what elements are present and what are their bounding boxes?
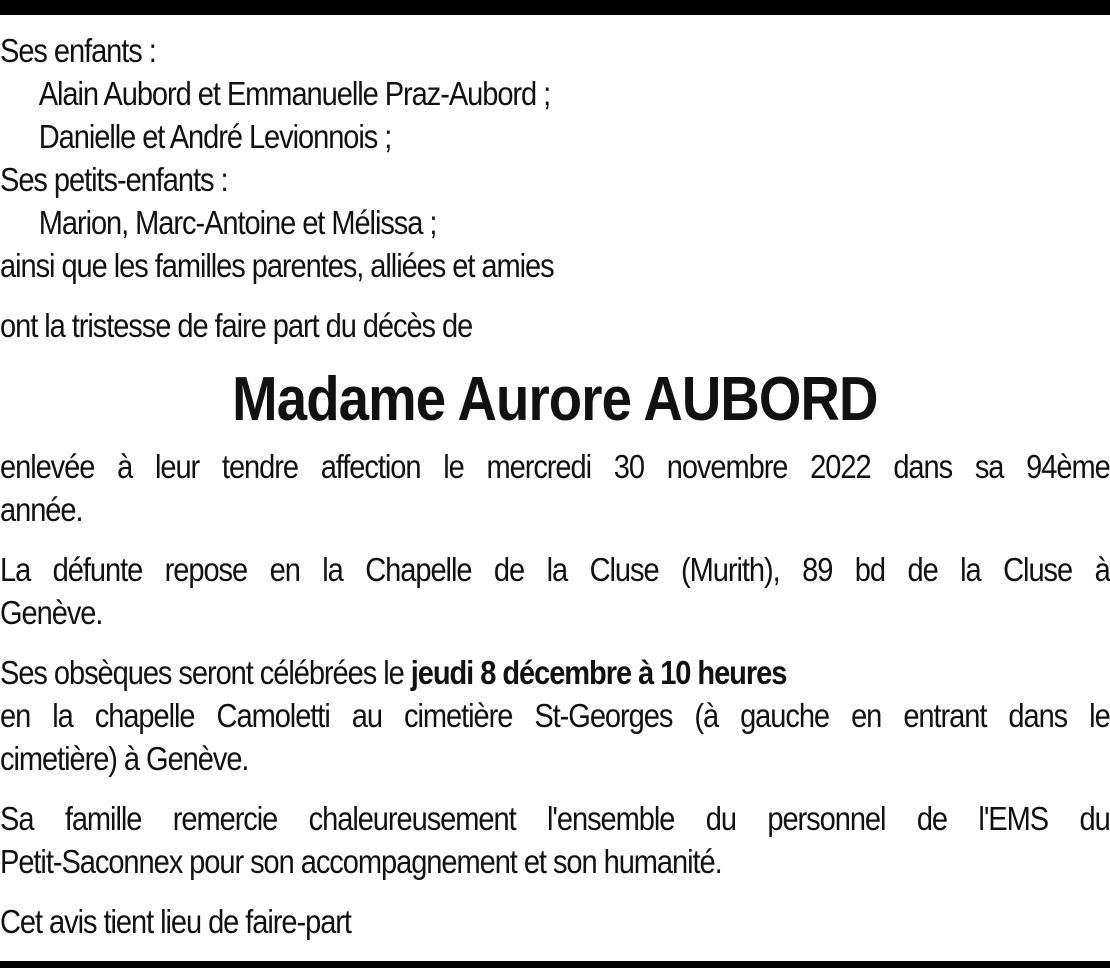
repose-line-1: La défunte repose en la Chapelle de la Cluse (Murith), 89 bd de la Cluse à xyxy=(0,551,1110,588)
funeral-place-line-1: en la chapelle Camoletti au cimetière St-Georges (à gauche en entrant dans le xyxy=(0,697,1110,734)
child-entry: Alain Aubord et Emmanuelle Praz-Aubord ; xyxy=(38,75,551,112)
top-border-rule xyxy=(0,0,1110,15)
announcement-line: ont la tristesse de faire part du décès de xyxy=(0,307,473,344)
funeral-intro-line xyxy=(0,651,1110,694)
funeral-intro: Ses obsèques seront célébrées le xyxy=(0,654,411,691)
funeral-date: jeudi 8 décembre à 10 heures xyxy=(410,654,787,691)
funeral-place-line-2: cimetière) à Genève. xyxy=(0,740,249,777)
deceased-name: Madame Aurore AUBORD xyxy=(232,365,878,434)
repose-line-2: Genève. xyxy=(0,594,103,631)
passing-line-2: année. xyxy=(0,491,83,528)
closing-line: Cet avis tient lieu de faire-part xyxy=(0,903,351,940)
passing-line-1: enlevée à leur tendre affection le mercredi 30 novembre 2022 dans sa 94ème xyxy=(0,448,1110,485)
child-entry: Danielle et André Levionnois ; xyxy=(38,118,392,155)
grandchild-entry: Marion, Marc-Antoine et Mélissa ; xyxy=(38,204,437,241)
death-notice xyxy=(0,29,1110,943)
families-line: ainsi que les familles parentes, alliées et amies xyxy=(0,247,554,284)
thanks-line-2: Petit-Saconnex pour son accompagnement et son humanité. xyxy=(0,843,722,880)
thanks-line-1: Sa famille remercie chaleureusement l'ensemble du personnel de l'EMS du xyxy=(0,800,1110,837)
grandchildren-heading: Ses petits-enfants : xyxy=(0,161,228,198)
children-heading: Ses enfants : xyxy=(0,32,156,69)
bottom-border-rule xyxy=(0,961,1110,968)
